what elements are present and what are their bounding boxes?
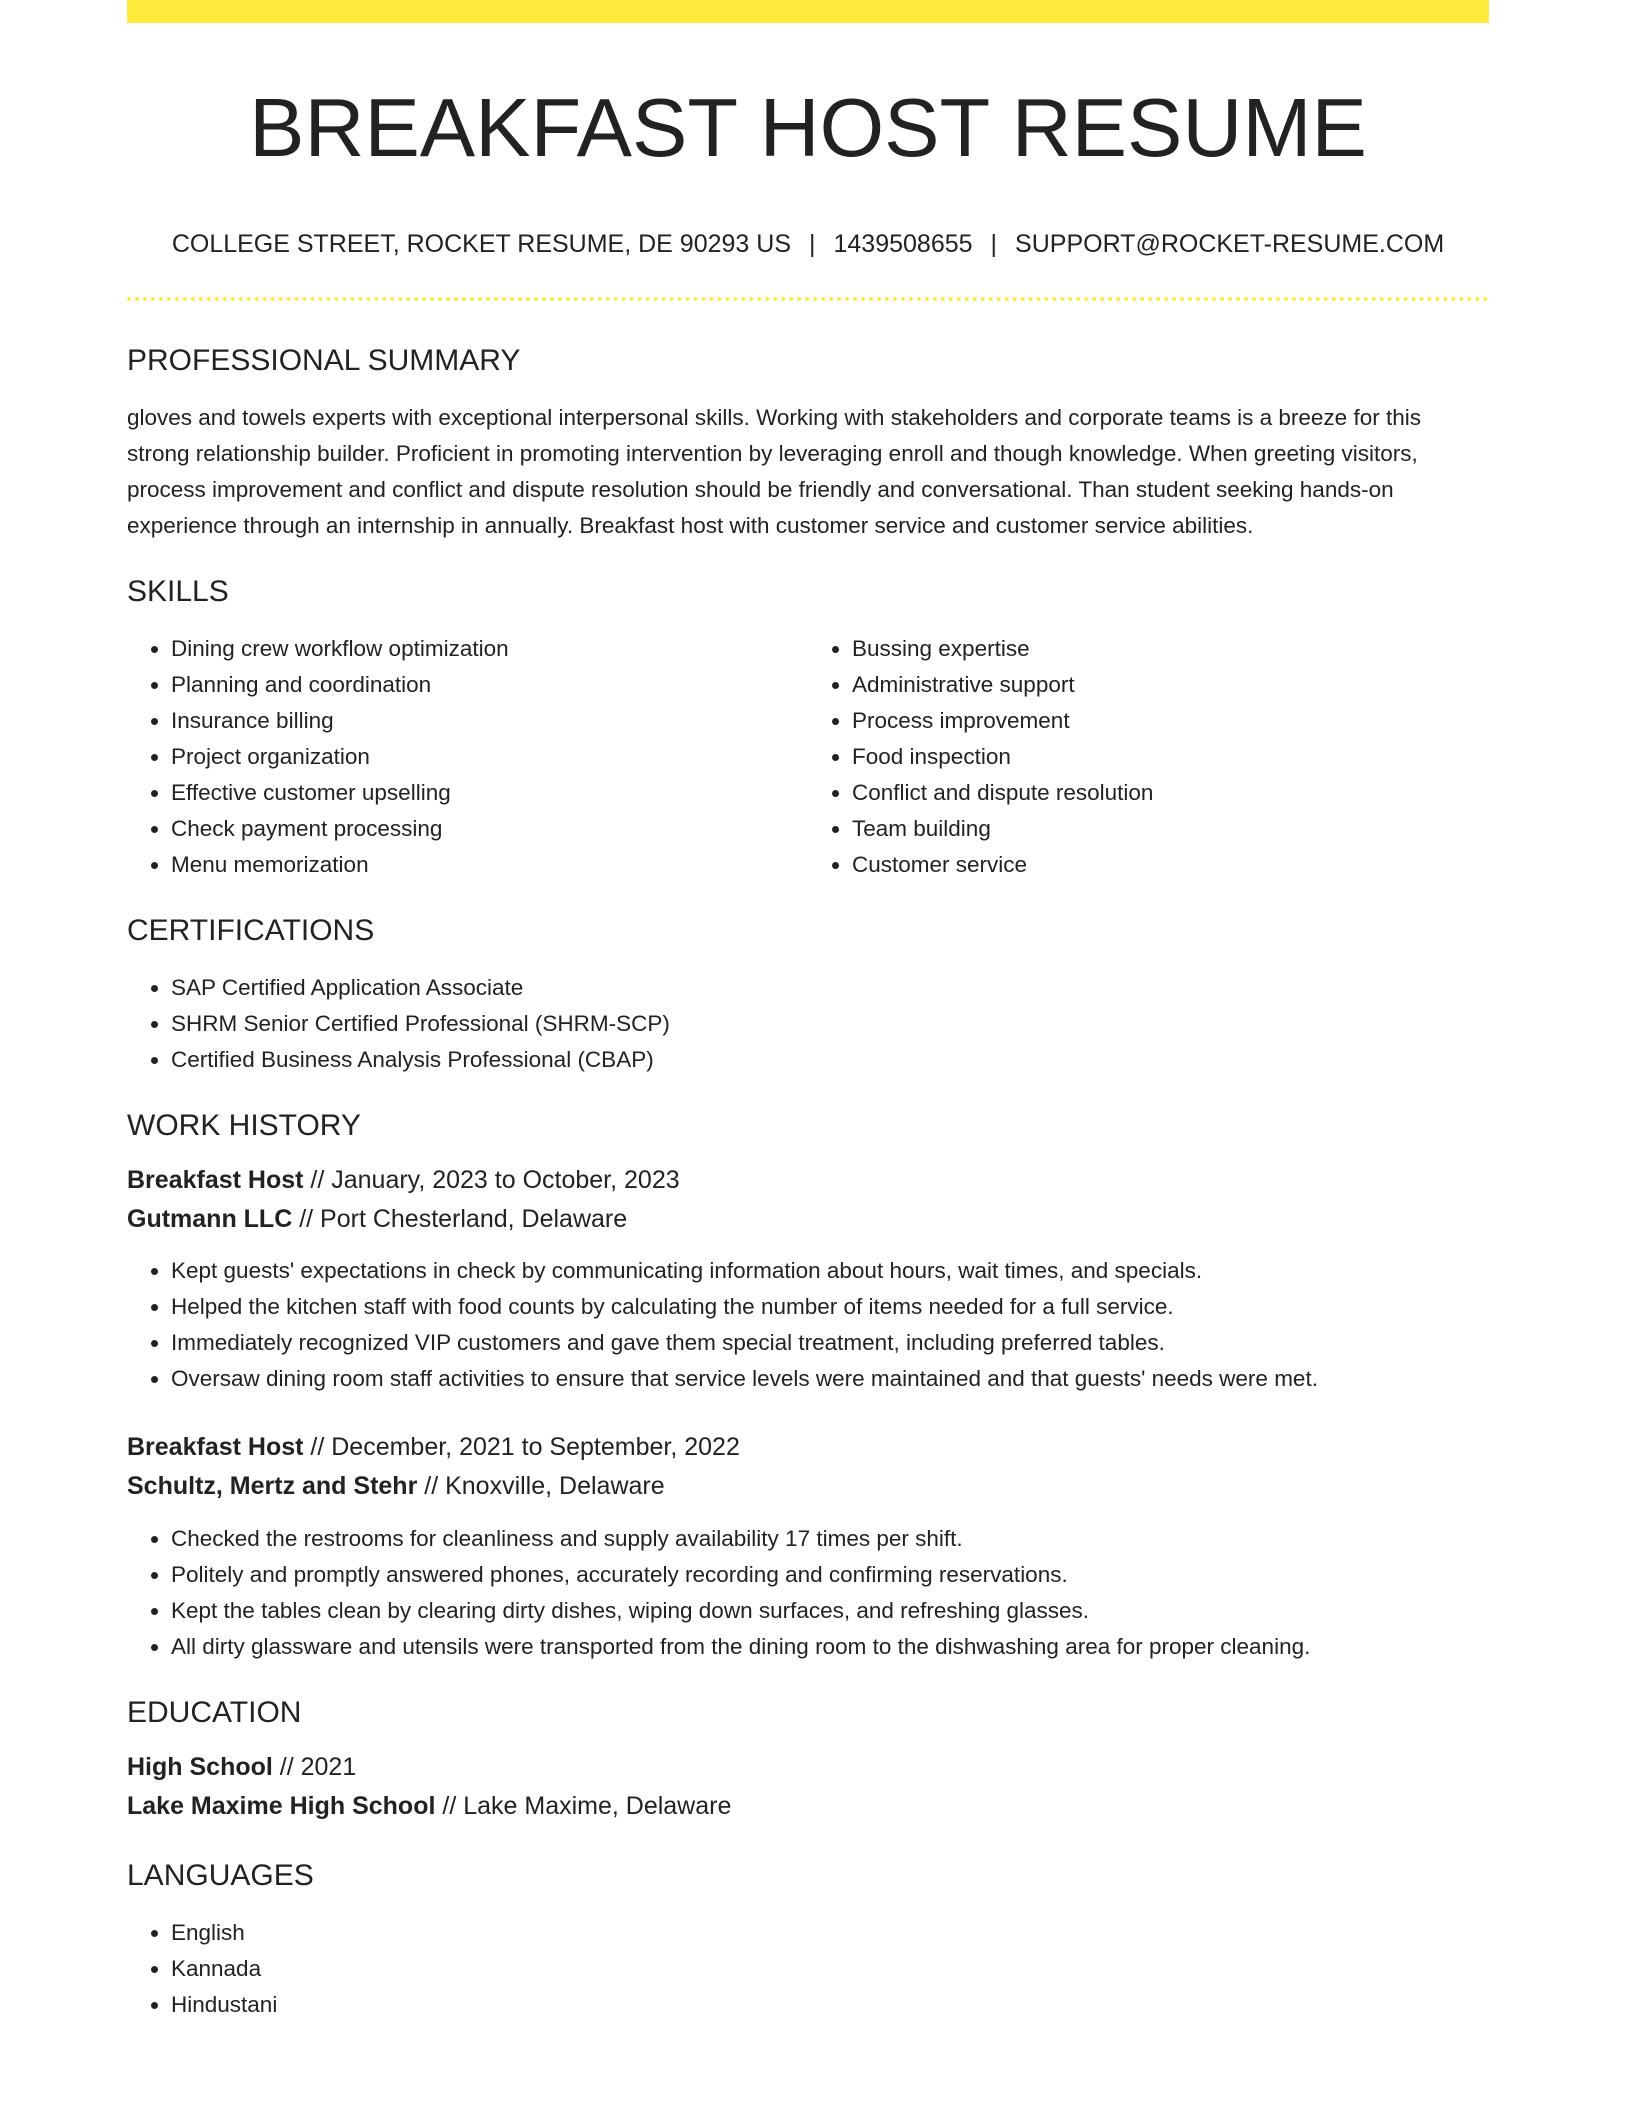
summary-text: gloves and towels experts with exceptional interpersonal skills. Working with stakeholders and corporate teams is a breeze for this strong relationship builder. Proficient in promoting intervention by leveraging enroll and though knowledge. When greeting visitors, process improvement and conflict and dispute resolution should be friendly and conversational. Than student seeking hands-on experience through an internship in annually. Breakfast host with customer service and customer service abilities. [127, 405, 1421, 539]
resume-title: BREAKFAST HOST RESUME [249, 81, 1367, 174]
job-duty: • Kept the tables clean by clearing dirty dishes, wiping down surfaces, and refreshing glasses. [171, 1593, 1489, 1629]
language-item: • Kannada [171, 1951, 1489, 1987]
certification-item: • SAP Certified Application Associate [171, 970, 1489, 1006]
languages-list [127, 1915, 1489, 2023]
job-location: // Port Chesterland, Delaware [292, 1205, 628, 1234]
education-school: Lake Maxime High School [127, 1792, 436, 1821]
certifications-list [127, 970, 1489, 1078]
job-title-line [127, 1161, 1489, 1200]
job-duty: • Checked the restrooms for cleanliness and supply availability 17 times per shift. [171, 1521, 1489, 1557]
top-accent-bar [127, 0, 1489, 23]
skill-item: • Effective customer upselling [171, 775, 808, 811]
education-heading: EDUCATION [127, 1696, 302, 1730]
certifications-heading: CERTIFICATIONS [127, 914, 375, 948]
job-duty: • All dirty glassware and utensils were transported from the dining room to the dishwashing area for proper cleaning. [171, 1629, 1489, 1665]
contact-email[interactable]: SUPPORT@ROCKET-RESUME.COM [1015, 230, 1445, 259]
job-duties-list [127, 1253, 1489, 1397]
job-company-line [127, 1467, 1489, 1506]
job-company: Schultz, Mertz and Stehr [127, 1472, 418, 1501]
skill-item: • Project organization [171, 739, 808, 775]
contact-separator: | [990, 230, 998, 259]
work-history-heading: WORK HISTORY [127, 1109, 361, 1143]
education-entry [127, 1748, 1489, 1826]
contact-separator: | [809, 230, 816, 259]
job-dates: // January, 2023 to October, 2023 [303, 1166, 680, 1195]
skills-list [127, 631, 1489, 883]
education-school-line [127, 1787, 1489, 1826]
summary-heading: PROFESSIONAL SUMMARY [127, 344, 521, 378]
skill-item: • Insurance billing [171, 703, 808, 739]
certification-item: • Certified Business Analysis Professional (CBAP) [171, 1042, 1489, 1078]
education-degree-line [127, 1748, 1489, 1787]
language-item: • English [171, 1915, 1489, 1951]
skill-item: • Planning and coordination [171, 667, 808, 703]
job-duty: • Kept guests' expectations in check by communicating information about hours, wait times, and specials. [171, 1253, 1489, 1289]
skill-item: • Menu memorization [171, 847, 808, 883]
skill-item: • Team building [852, 811, 1489, 847]
language-item: • Hindustani [171, 1987, 1489, 2023]
languages-heading: LANGUAGES [127, 1859, 314, 1893]
skill-item: • Conflict and dispute resolution [852, 775, 1489, 811]
job-duty: • Immediately recognized VIP customers and gave them special treatment, including preferred tables. [171, 1325, 1489, 1361]
skills-heading: SKILLS [127, 575, 229, 609]
resume-page [127, 0, 1489, 2023]
skill-item: • Customer service [852, 847, 1489, 883]
contact-line [127, 229, 1489, 259]
job-duties-list [127, 1521, 1489, 1665]
skill-item: • Food inspection [852, 739, 1489, 775]
skill-item: • Bussing expertise [852, 631, 1489, 667]
job-duty: • Politely and promptly answered phones, accurately recording and confirming reservations. [171, 1557, 1489, 1593]
job-location: // Knoxville, Delaware [417, 1472, 665, 1501]
job-duty: • Helped the kitchen staff with food counts by calculating the number of items needed for a full service. [171, 1289, 1489, 1325]
education-year: // 2021 [272, 1753, 357, 1782]
header-divider [127, 297, 1489, 301]
job-company-line [127, 1200, 1489, 1239]
skill-item: • Dining crew workflow optimization [171, 631, 808, 667]
skills-column-left [127, 631, 808, 883]
job-duty: • Oversaw dining room staff activities to ensure that service levels were maintained and that guests' needs were met. [171, 1361, 1489, 1397]
contact-phone[interactable]: 1439508655 [833, 230, 973, 259]
job-title-line [127, 1428, 1489, 1467]
job-entry [127, 1428, 1489, 1665]
education-location: // Lake Maxime, Delaware [435, 1792, 732, 1821]
contact-address: COLLEGE STREET, ROCKET RESUME, DE 90293 US [171, 230, 791, 259]
job-dates: // December, 2021 to September, 2022 [303, 1433, 740, 1462]
job-role: Breakfast Host [127, 1433, 304, 1462]
job-entry [127, 1161, 1489, 1397]
skills-column-right [808, 631, 1489, 883]
job-company: Gutmann LLC [127, 1205, 293, 1234]
skill-item: • Process improvement [852, 703, 1489, 739]
job-role: Breakfast Host [127, 1166, 304, 1195]
skill-item: • Administrative support [852, 667, 1489, 703]
certification-item: • SHRM Senior Certified Professional (SHRM-SCP) [171, 1006, 1489, 1042]
skill-item: • Check payment processing [171, 811, 808, 847]
education-degree: High School [127, 1753, 273, 1782]
